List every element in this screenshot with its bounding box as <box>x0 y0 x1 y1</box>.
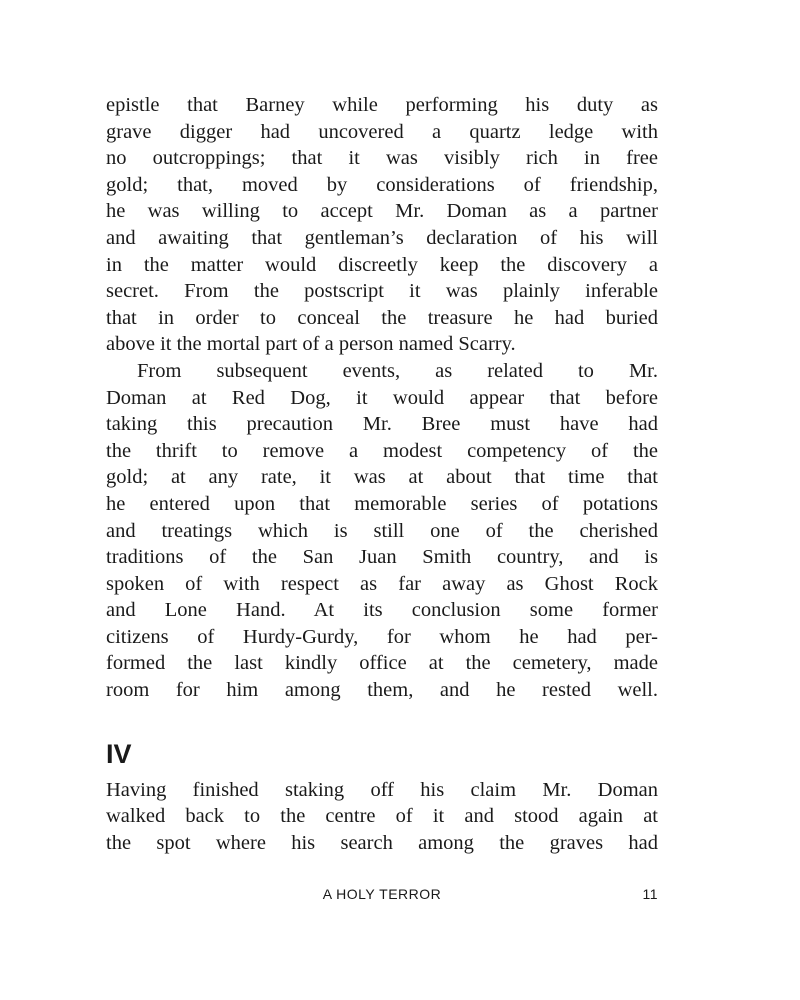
text-line: gold; at any rate, it was at about that time that <box>106 466 658 489</box>
text-line: and awaiting that gentleman’s declaration of his will <box>106 226 658 249</box>
page-body <box>106 92 658 856</box>
text-line: and Lone Hand. At its conclusion some former <box>106 599 658 622</box>
text-line: room for him among them, and he rested well. <box>106 679 658 702</box>
paragraph-2 <box>106 358 658 704</box>
paragraph-1 <box>106 92 658 358</box>
page-number: 11 <box>642 886 658 902</box>
text-line: walked back to the centre of it and stood again at <box>106 805 658 828</box>
text-line: grave digger had uncovered a quartz ledge with <box>106 120 658 143</box>
text-line: above it the mortal part of a person named Scarry. <box>106 333 516 356</box>
section-heading: IV <box>106 738 132 769</box>
paragraph-3 <box>106 777 658 857</box>
text-line: secret. From the postscript it was plainly inferable <box>106 280 658 303</box>
text-line: Doman at Red Dog, it would appear that before <box>106 386 658 409</box>
text-line: that in order to conceal the treasure he had buried <box>106 306 658 329</box>
text-line: epistle that Barney while performing his duty as <box>106 94 658 116</box>
text-line: spoken of with respect as far away as Ghost Rock <box>106 572 658 595</box>
text-line: and treatings which is still one of the cherished <box>106 519 658 542</box>
text-line: in the matter would discreetly keep the discovery a <box>106 253 658 276</box>
text-line: the spot where his search among the graves had <box>106 831 658 854</box>
text-line: the thrift to remove a modest competency of the <box>106 439 658 462</box>
text-line: traditions of the San Juan Smith country, and is <box>106 546 658 569</box>
page-footer <box>106 886 658 906</box>
text-line: From subsequent events, as related to Mr. <box>137 359 658 382</box>
text-line: Having finished staking off his claim Mr. Doman <box>106 778 658 801</box>
text-line: he entered upon that memorable series of potations <box>106 492 658 515</box>
text-line: he was willing to accept Mr. Doman as a partner <box>106 200 658 223</box>
text-line: taking this precaution Mr. Bree must have had <box>106 413 658 436</box>
running-title: A HOLY TERROR <box>322 886 442 902</box>
text-line: citizens of Hurdy-Gurdy, for whom he had per- <box>106 625 658 648</box>
text-line: no outcroppings; that it was visibly rich in free <box>106 147 658 170</box>
text-line: formed the last kindly office at the cemetery, made <box>106 652 658 675</box>
text-line: gold; that, moved by considerations of friendship, <box>106 173 658 196</box>
